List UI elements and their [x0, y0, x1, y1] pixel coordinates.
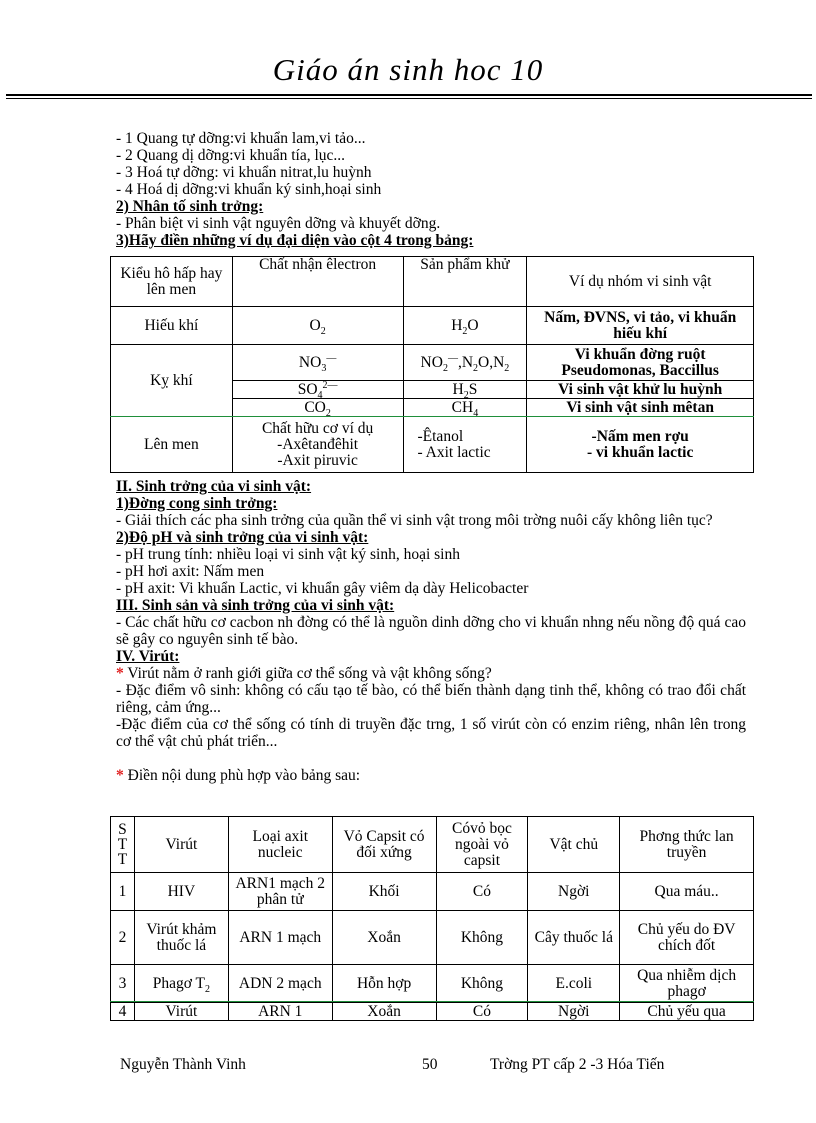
table-cell: ADN 2 mạch [228, 965, 332, 1003]
table-cell: $NO_3^—$ [232, 345, 403, 381]
table-cell: Hiếu khí [111, 307, 233, 345]
list-item: - 2 Quang dị dỡng:vi khuẩn tía, lục... [116, 147, 346, 164]
section-heading: 3)Hãy điền những ví dụ đại diện vào cột 4 trong bảng: [116, 232, 474, 249]
list-item: - 4 Hoá dị dỡng:vi khuẩn ký sinh,hoại sinh [116, 181, 382, 198]
page-title: Giáo án sinh hoc 10 [272, 52, 544, 87]
table-cell: Có [436, 873, 528, 911]
table-cell: Phagơ $T_2$ [134, 965, 228, 1003]
table-cell: $H_2S$ [403, 381, 527, 399]
table-cell: Vi sinh vật khử lu huỳnh [527, 381, 754, 399]
table-cell: Nấm, ĐVNS, vi tảo, vi khuẩn hiếu khí [527, 307, 754, 345]
header-cell: Kiểu hô hấp hay lên men [111, 257, 233, 307]
section-heading: 2) Nhân tố sinh trởng: [116, 198, 264, 215]
table-cell: $NO_2^—,N_2O,N_2$ [403, 345, 527, 381]
table-cell: Xoắn [332, 911, 436, 965]
table-cell: 4 [111, 1003, 135, 1021]
table-cell: Cây thuốc lá [528, 911, 620, 965]
table-cell: -Êtanol - Axit lactic [403, 417, 527, 473]
header-cell: Chất nhận êlectron [232, 257, 403, 307]
table-cell: Ngời [528, 1003, 620, 1021]
table-cell: ARN 1 [228, 1003, 332, 1021]
table-cell: Ngời [528, 873, 620, 911]
question: * Virút nằm ở ranh giới giữa cơ thể sống và vật không sống? [116, 665, 492, 682]
header-cell: Ví dụ nhóm vi sinh vật [527, 257, 754, 307]
header-cell: Loại axit nucleic [228, 817, 332, 873]
table-cell: Có [436, 1003, 528, 1021]
header-cell: Sản phẩm khử [403, 257, 527, 307]
table-cell: Lên men [111, 417, 233, 473]
section-heading: IV. Virút: [116, 648, 180, 665]
footer-page-number: 50 [422, 1056, 438, 1073]
virus-table [110, 816, 754, 1021]
table-cell: $H_2O$ [403, 307, 527, 345]
table-cell: 1 [111, 873, 135, 911]
list-item: - pH axit: Vi khuẩn Lactic, vi khuẩn gây viêm dạ dày Helicobacter [116, 580, 529, 597]
list-item: - pH trung tính: nhiều loại vi sinh vật ký sinh, hoại sinh [116, 546, 460, 563]
paragraph: -Đặc điểm của cơ thể sống có tính di truyền đặc trng, 1 số virút còn có enzim riêng, nhân lên trong cơ thể vật chủ phát triển... [116, 716, 746, 750]
table-cell: 3 [111, 965, 135, 1003]
section-heading: 2)Độ pH và sinh trởng của vi sinh vật: [116, 529, 369, 546]
table-cell: Kỵ khí [111, 345, 233, 417]
table-cell: ARN1 mạch 2 phân tử [228, 873, 332, 911]
paragraph: - Phân biệt vi sinh vật nguyên dỡng và khuyết dỡng. [116, 215, 441, 232]
section-heading: 1)Đờng cong sinh trởng: [116, 495, 278, 512]
footer-author: Nguyễn Thành Vinh [120, 1056, 246, 1073]
table-cell: $CH_4$ [403, 399, 527, 417]
header-cell: Phơng thức lan truyền [620, 817, 754, 873]
table-cell: 2 [111, 911, 135, 965]
header-rule-thin [6, 98, 812, 99]
paragraph: - Các chất hữu cơ cacbon nh đờng có thể là nguồn dinh dỡng cho vi khuẩn nhng nếu nồng độ quá cao sẽ gây co nguyên sinh tế bào. [116, 614, 746, 648]
table-cell: Chủ yếu qua [620, 1003, 754, 1021]
header-rule [6, 94, 812, 96]
list-item: - 1 Quang tự dỡng:vi khuẩn lam,vi tảo... [116, 130, 366, 147]
table-cell: $O_2$ [232, 307, 403, 345]
header-cell: Virút [134, 817, 228, 873]
table-cell: Khối [332, 873, 436, 911]
header-cell: Vật chủ [528, 817, 620, 873]
table-cell: $SO_4^{2—}$ [232, 381, 403, 399]
table-cell: Virút [134, 1003, 228, 1021]
paragraph: - Đặc điểm vô sinh: không có cấu tạo tế bào, có thể biến thành dạng tinh thể, không có trao đổi chất riêng, cảm ứng... [116, 682, 746, 716]
table-cell: Xoắn [332, 1003, 436, 1021]
paragraph: - Giải thích các pha sinh trởng của quần thể vi sinh vật trong môi trờng nuôi cấy không liên tục? [116, 512, 713, 529]
respiration-table [110, 256, 754, 473]
table-cell: Chủ yếu do ĐV chích đốt [620, 911, 754, 965]
instruction: * Điền nội dung phù hợp vào bảng sau: [116, 767, 361, 784]
list-item: - 3 Hoá tự dỡng: vi khuẩn nitrat,lu huỳnh [116, 164, 372, 181]
table-cell: Không [436, 911, 528, 965]
table-cell: Hỗn hợp [332, 965, 436, 1003]
header-cell: Cóvỏ bọc ngoài vỏ capsit [436, 817, 528, 873]
list-item: - pH hơi axit: Nấm men [116, 563, 265, 580]
table-cell: Qua nhiễm dịch phagơ [620, 965, 754, 1003]
table-cell: ARN 1 mạch [228, 911, 332, 965]
table-cell: -Nấm men rợu - vi khuẩn lactic [527, 417, 754, 473]
table-cell: HIV [134, 873, 228, 911]
footer-school: Trờng PT cấp 2 -3 Hóa Tiến [490, 1056, 665, 1073]
section-heading: III. Sinh sản và sinh trởng của vi sinh vật: [116, 597, 395, 614]
table-cell: $CO_2$ [232, 399, 403, 417]
table-cell: Không [436, 965, 528, 1003]
header-cell: Vỏ Capsit có đối xứng [332, 817, 436, 873]
table-cell: E.coli [528, 965, 620, 1003]
table-cell: Virút khảm thuốc lá [134, 911, 228, 965]
header-cell: S T T [111, 817, 135, 873]
table-cell: Vi khuẩn đờng ruột Pseudomonas, Baccillus [527, 345, 754, 381]
green-rule [110, 1001, 754, 1002]
table-cell: Chất hữu cơ ví dụ -Axêtanđêhit -Axit piruvic [232, 417, 403, 473]
green-rule [110, 416, 754, 417]
table-cell: Vi sinh vật sinh mêtan [527, 399, 754, 417]
table-cell: Qua máu.. [620, 873, 754, 911]
section-heading: II. Sinh trởng của vi sinh vật: [116, 478, 312, 495]
content-top [116, 130, 746, 249]
content-middle [116, 478, 746, 784]
